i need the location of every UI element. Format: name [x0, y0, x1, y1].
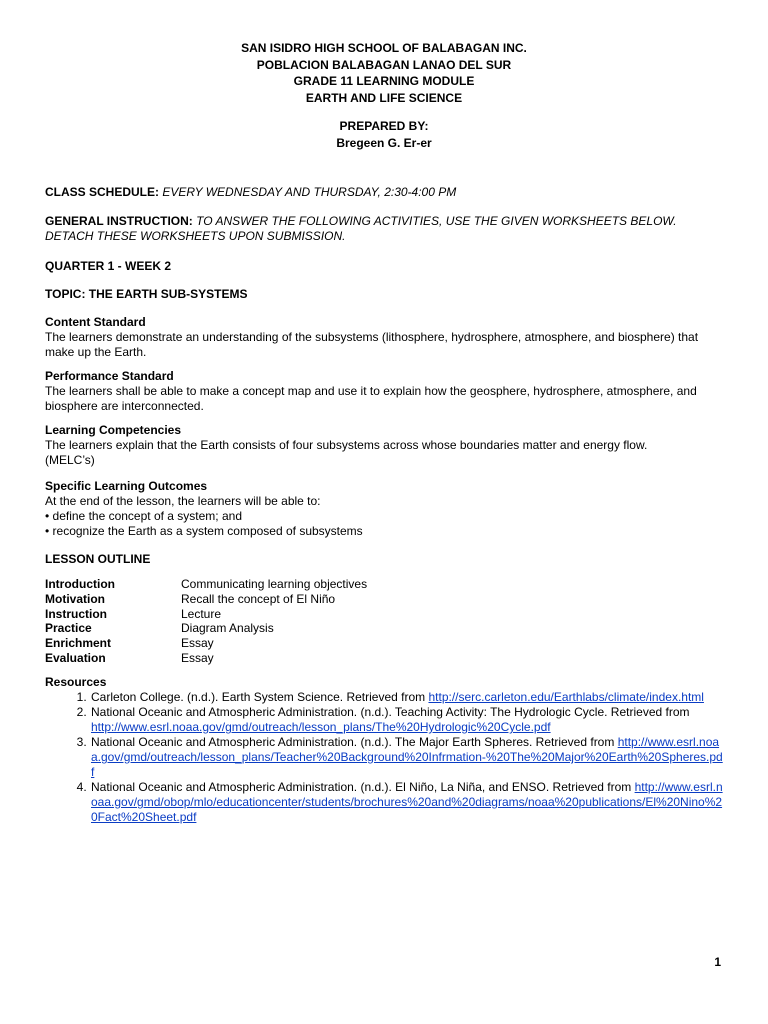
outcomes-title: Specific Learning Outcomes	[45, 479, 208, 493]
outline-row: Evaluation Essay	[45, 650, 214, 665]
competencies-title: Learning Competencies	[45, 423, 182, 437]
resources-section	[45, 675, 725, 825]
resources-title: Resources	[45, 675, 107, 689]
instruction-value: TO ANSWER THE FOLLOWING ACTIVITIES, USE THE GIVEN WORKSHEETS BELOW. DETACH THESE WORKSHEETS UPON SUBMISSION.	[45, 214, 677, 243]
outline-row: Introduction Communicating learning objectives	[45, 577, 368, 591]
resource-link[interactable]: http://www.esrl.noaa.gov/gmd/obop/mlo/educationcenter/students/brochures%20and%20diagrams/noaa%20publications/El%20Nino%20Fact%20Sheet.pdf	[91, 780, 723, 824]
prepared-by-label: PREPARED BY:	[339, 119, 429, 133]
resources-list	[45, 690, 725, 825]
content-standard	[45, 315, 725, 360]
resource-link[interactable]: http://www.esrl.noaa.gov/gmd/outreach/lesson_plans/The%20Hydrologic%20Cycle.pdf	[91, 720, 551, 734]
outcomes-intro: At the end of the lesson, the learners will be able to:	[45, 494, 321, 508]
performance-standard	[45, 369, 725, 414]
school-name: SAN ISIDRO HIGH SCHOOL OF BALABAGAN INC.	[241, 41, 527, 55]
lesson-outline-table	[45, 577, 725, 666]
resource-link[interactable]: http://serc.carleton.edu/Earthlabs/climate/index.html	[428, 690, 704, 704]
content-standard-text: The learners demonstrate an understanding of the subsystems (lithosphere, hydrosphere, atmosphere, and biosphere) that make up the Earth.	[45, 330, 699, 359]
topic-heading: TOPIC: THE EARTH SUB-SYSTEMS	[45, 287, 248, 301]
resource-link[interactable]: http://www.esrl.noaa.gov/gmd/outreach/lesson_plans/Teacher%20Background%20Infrmation-%20The%20Major%20Earth%20Spheres.pdf	[91, 735, 723, 779]
instruction-label: GENERAL INSTRUCTION:	[45, 214, 193, 228]
outline-row: Practice Diagram Analysis	[45, 621, 274, 636]
resource-item: 2. National Oceanic and Atmospheric Administration. (n.d.). Teaching Activity: The Hydrologic Cycle. Retrieved from http://www.esrl.noaa.gov/gmd/outreach/lesson_plans/The%20Hydrologic%20Cycle.pdf	[90, 705, 725, 735]
competencies-text: The learners explain that the Earth consists of four subsystems across whose boundaries matter and energy flow. (MELC’s)	[45, 438, 648, 467]
schedule-value: EVERY WEDNESDAY AND THURSDAY, 2:30-4:00 PM	[162, 185, 457, 199]
outline-row: Enrichment Essay	[45, 636, 214, 651]
class-schedule	[45, 185, 725, 200]
performance-standard-text: The learners shall be able to make a concept map and use it to explain how the geosphere, hydrosphere, atmosphere, and biosphere are interconnected.	[45, 384, 697, 413]
resource-item: 3. National Oceanic and Atmospheric Administration. (n.d.). The Major Earth Spheres. Retrieved from http://www.esrl.noaa.gov/gmd/outreach/lesson_plans/Teacher%20Background%20Infrmation-%20The%20Major%20Earth%20Spheres.pdf	[90, 735, 725, 780]
resource-item: 1. Carleton College. (n.d.). Earth System Science. Retrieved from http://serc.carleton.edu/Earthlabs/climate/index.html	[90, 690, 725, 705]
resource-item: 4. National Oceanic and Atmospheric Administration. (n.d.). El Niño, La Niña, and ENSO. Retrieved from http://www.esrl.noaa.gov/gmd/obop/mlo/educationcenter/students/brochures%20and%20diagrams/noaa%20publications/El%20Nino%20Fact%20Sheet.pdf	[90, 780, 725, 825]
outline-row: Instruction Lecture	[45, 606, 222, 621]
module-subject: EARTH AND LIFE SCIENCE	[305, 90, 463, 105]
module-grade: GRADE 11 LEARNING MODULE	[293, 74, 475, 88]
quarter-heading: QUARTER 1 - WEEK 2	[45, 259, 172, 273]
content-standard-title: Content Standard	[45, 315, 146, 329]
learning-outcomes	[45, 479, 725, 539]
learning-competencies	[45, 423, 695, 468]
school-address: POBLACION BALABAGAN LANAO DEL SUR	[256, 57, 512, 72]
outcome-item: • recognize the Earth as a system composed of subsystems	[45, 524, 363, 538]
outcome-item: • define the concept of a system; and	[45, 509, 242, 523]
document-header	[0, 40, 768, 151]
performance-standard-title: Performance Standard	[45, 369, 174, 383]
author-name: Bregeen G. Er-er	[336, 135, 432, 150]
schedule-label: CLASS SCHEDULE:	[45, 185, 160, 199]
page-number: 1	[714, 955, 721, 969]
lesson-outline-title: LESSON OUTLINE	[45, 552, 151, 566]
general-instruction	[45, 214, 705, 244]
outline-row: Motivation Recall the concept of El Niño	[45, 591, 336, 606]
